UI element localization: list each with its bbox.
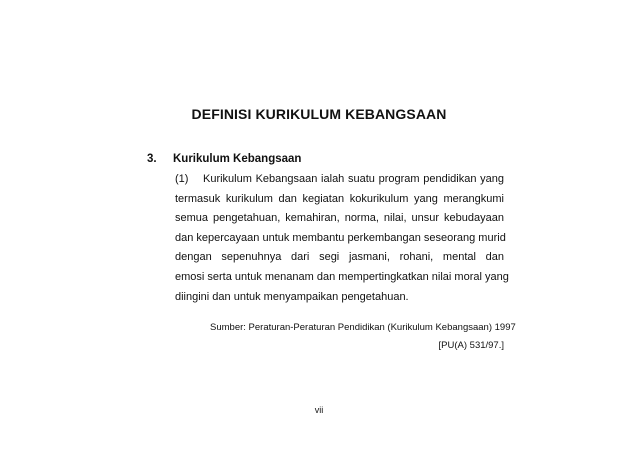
- paragraph-line-3: semua pengetahuan, kemahiran, norma, nilai, unsur kebudayaan: [175, 212, 504, 225]
- paragraph-line-6: emosi serta untuk menanam dan mempertingkatkan nilai moral yang: [175, 270, 509, 283]
- paragraph-line-7: diingini dan untuk menyampaikan pengetahuan.: [175, 290, 409, 303]
- paragraph-line-text: Kurikulum Kebangsaan ialah suatu program pendidikan yang: [203, 173, 504, 185]
- definition-paragraph: [175, 170, 509, 307]
- page-title: DEFINISI KURIKULUM KEBANGSAAN: [191, 106, 447, 122]
- page-number: vii: [314, 405, 324, 415]
- paragraph-line-4: dan kepercayaan untuk membantu perkembangan seseorang murid: [175, 231, 506, 244]
- paragraph-line-5: dengan sepenuhnya dari segi jasmani, rohani, mental dan: [175, 251, 504, 264]
- paragraph-line-1: [175, 170, 504, 190]
- section-heading: [147, 153, 301, 165]
- section-heading-text: Kurikulum Kebangsaan: [173, 153, 302, 165]
- section-number: 3.: [147, 153, 157, 165]
- source-citation: Sumber: Peraturan-Peraturan Pendidikan (Kurikulum Kebangsaan) 1997: [210, 322, 516, 333]
- paragraph-line-2: termasuk kurikulum dan kegiatan kokurikulum yang merangkumi: [175, 192, 504, 205]
- paragraph-marker: (1): [175, 173, 189, 185]
- legal-reference: [PU(A) 531/97.]: [438, 340, 504, 351]
